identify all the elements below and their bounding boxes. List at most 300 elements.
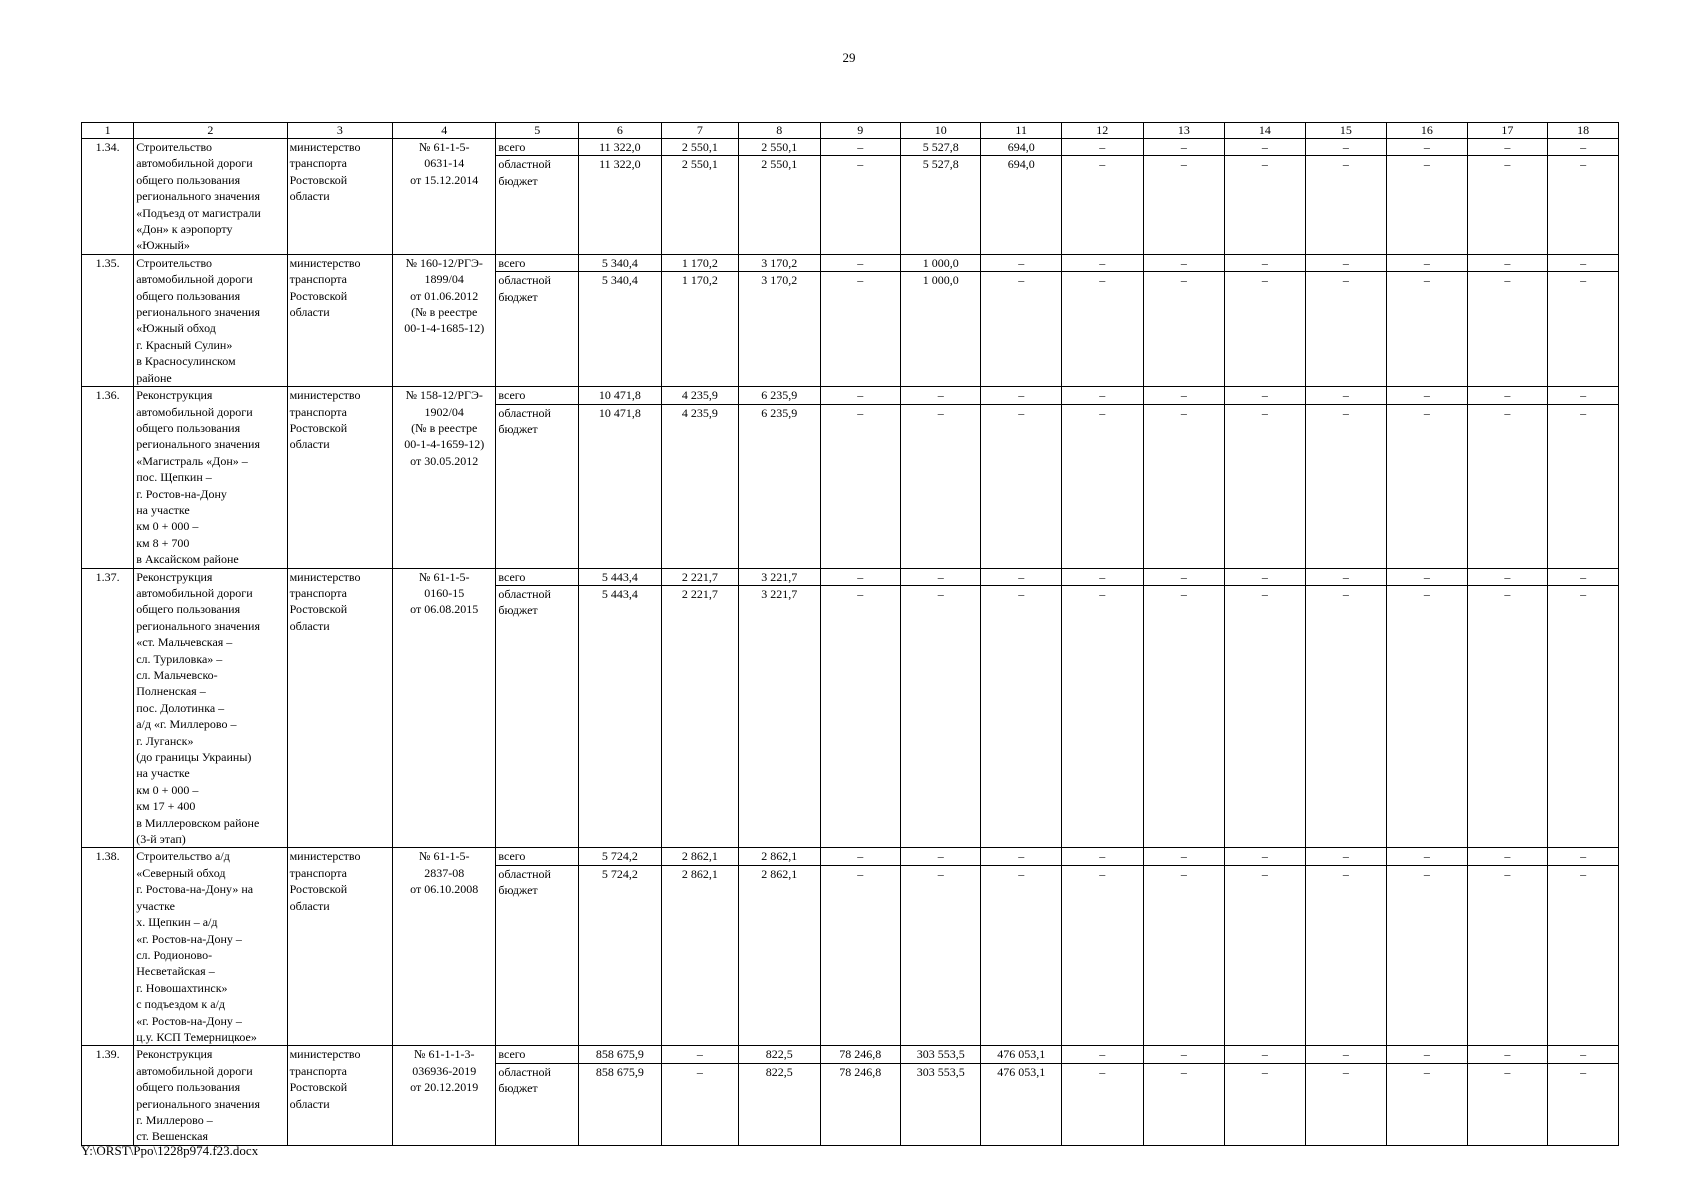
- object-name: Строительство автомобильной дороги общего пользования регионального значения «Южный обход г. Красный Сулин» в Красносулинском районе: [134, 254, 287, 386]
- amount-cell: [1305, 139, 1387, 255]
- amount-total: 694,0: [981, 139, 1060, 156]
- amount-total: –: [1548, 139, 1618, 156]
- amount-cell: [661, 254, 738, 386]
- amount-total: –: [1468, 387, 1547, 404]
- amount-cell: [661, 848, 738, 1046]
- column-number-header: 6: [579, 123, 662, 139]
- amount-total: 1 170,2: [662, 255, 738, 272]
- responsible-org: министерство транспорта Ростовской области: [287, 387, 393, 568]
- column-number-header: 9: [820, 123, 900, 139]
- amount-cell: [1467, 848, 1547, 1046]
- column-number-header: 18: [1548, 123, 1619, 139]
- column-number-header: 13: [1143, 123, 1225, 139]
- expertise-document: № 160-12/РГЭ- 1899/04 от 01.06.2012 (№ в реестре 00-1-4-1685-12): [393, 254, 496, 386]
- program-table-container: [81, 122, 1619, 1146]
- amount-total: 2 550,1: [739, 139, 820, 156]
- amount-cell: [1548, 254, 1619, 386]
- amount-cell: [579, 848, 662, 1046]
- amount-total: –: [1062, 387, 1143, 404]
- amount-total: –: [1306, 848, 1387, 865]
- amount-cell: [1061, 139, 1143, 255]
- amount-cell: [1225, 1046, 1305, 1145]
- amount-cell: [738, 254, 820, 386]
- amount-total: –: [1468, 848, 1547, 865]
- amount-total: 1 000,0: [901, 255, 980, 272]
- column-number-header: 11: [981, 123, 1061, 139]
- amount-budget: –: [1423, 1064, 1430, 1079]
- amount-cell: [1548, 387, 1619, 568]
- amount-budget: –: [1504, 273, 1511, 288]
- amount-budget: –: [937, 586, 944, 601]
- amount-budget: –: [1342, 866, 1349, 881]
- amount-budget: –: [1180, 586, 1187, 601]
- amount-total: 476 053,1: [981, 1046, 1060, 1063]
- amount-total: 5 527,8: [901, 139, 980, 156]
- amount-total: –: [1548, 255, 1618, 272]
- amount-budget: 694,0: [1007, 157, 1035, 172]
- column-number-header: 1: [82, 123, 134, 139]
- amount-budget: –: [1342, 157, 1349, 172]
- amount-cell: [579, 254, 662, 386]
- amount-total: 822,5: [739, 1046, 820, 1063]
- amount-total: –: [1548, 569, 1618, 586]
- amount-cell: [900, 1046, 980, 1145]
- amount-budget: –: [1504, 405, 1511, 420]
- amount-total: –: [1387, 1046, 1466, 1063]
- amount-total: –: [1306, 1046, 1387, 1063]
- amount-total: 2 221,7: [662, 569, 738, 586]
- responsible-org: министерство транспорта Ростовской области: [287, 568, 393, 848]
- amount-total: –: [1225, 848, 1304, 865]
- column-number-header: 2: [134, 123, 287, 139]
- amount-budget: –: [1018, 586, 1025, 601]
- amount-cell: [981, 568, 1061, 848]
- amount-cell: [1061, 1046, 1143, 1145]
- amount-total: –: [1225, 255, 1304, 272]
- amount-budget: –: [857, 157, 864, 172]
- amount-budget: –: [857, 405, 864, 420]
- expertise-document: № 61-1-1-3- 036936-2019 от 20.12.2019: [393, 1046, 496, 1145]
- row-number: 1.37.: [82, 568, 134, 848]
- expertise-document: № 61-1-5- 0631-14 от 15.12.2014: [393, 139, 496, 255]
- funding-source-total: всего: [496, 848, 578, 865]
- amount-budget: –: [937, 866, 944, 881]
- amount-budget: –: [1099, 273, 1106, 288]
- amount-budget: 822,5: [765, 1064, 793, 1079]
- amount-cell: [738, 139, 820, 255]
- amount-budget: 5 443,4: [601, 586, 638, 601]
- file-path-footer: Y:\ORST\Ppo\1228p974.f23.docx: [81, 1143, 259, 1158]
- responsible-org: министерство транспорта Ростовской области: [287, 1046, 393, 1145]
- amount-total: –: [1144, 139, 1225, 156]
- column-number-row: [82, 123, 1619, 139]
- amount-cell: [1548, 568, 1619, 848]
- amount-cell: [1467, 568, 1547, 848]
- amount-total: –: [1306, 387, 1387, 404]
- amount-budget: –: [1423, 586, 1430, 601]
- row-number: 1.39.: [82, 1046, 134, 1145]
- amount-total: 10 471,8: [579, 387, 661, 404]
- amount-budget: –: [1180, 1064, 1187, 1079]
- amount-budget: 858 675,9: [595, 1064, 644, 1079]
- amount-budget: –: [1580, 405, 1587, 420]
- amount-total: 2 862,1: [662, 848, 738, 865]
- funding-source-budget: областной бюджет: [498, 273, 551, 304]
- amount-budget: –: [857, 273, 864, 288]
- amount-cell: [661, 1046, 738, 1145]
- amount-budget: –: [857, 586, 864, 601]
- amount-budget: –: [1261, 586, 1268, 601]
- amount-total: –: [901, 569, 980, 586]
- funding-source-total: всего: [496, 387, 578, 404]
- amount-budget: 3 170,2: [761, 273, 798, 288]
- funding-source: [496, 139, 579, 255]
- amount-total: –: [1306, 139, 1387, 156]
- amount-cell: [1387, 568, 1467, 848]
- amount-budget: –: [1180, 866, 1187, 881]
- table-row: [82, 254, 1619, 386]
- amount-cell: [900, 568, 980, 848]
- expertise-document: № 158-12/РГЭ- 1902/04 (№ в реестре 00-1-4-1659-12) от 30.05.2012: [393, 387, 496, 568]
- amount-cell: [738, 387, 820, 568]
- object-name: Реконструкция автомобильной дороги общего пользования регионального значения г. Миллерово – ст. Вешенская: [134, 1046, 287, 1145]
- row-number: 1.36.: [82, 387, 134, 568]
- amount-total: –: [662, 1046, 738, 1063]
- amount-total: –: [1062, 139, 1143, 156]
- amount-total: 2 550,1: [662, 139, 738, 156]
- amount-cell: [1467, 1046, 1547, 1145]
- amount-budget: –: [1180, 273, 1187, 288]
- column-number-header: 10: [900, 123, 980, 139]
- amount-budget: –: [1580, 273, 1587, 288]
- funding-source-budget: областной бюджет: [498, 1064, 551, 1096]
- amount-budget: –: [1261, 866, 1268, 881]
- amount-cell: [1143, 387, 1225, 568]
- amount-budget: 5 340,4: [601, 273, 638, 288]
- amount-total: –: [1306, 569, 1387, 586]
- amount-cell: [1305, 254, 1387, 386]
- amount-budget: –: [1099, 1064, 1106, 1079]
- amount-cell: [1305, 568, 1387, 848]
- amount-total: 5 443,4: [579, 569, 661, 586]
- funding-source-budget: областной бюджет: [498, 157, 551, 188]
- amount-cell: [1143, 254, 1225, 386]
- amount-total: 4 235,9: [662, 387, 738, 404]
- amount-budget: –: [1423, 157, 1430, 172]
- responsible-org: министерство транспорта Ростовской области: [287, 254, 393, 386]
- amount-cell: [900, 139, 980, 255]
- amount-total: –: [1387, 255, 1466, 272]
- funding-source-budget: областной бюджет: [498, 866, 551, 898]
- program-table: [81, 122, 1619, 1146]
- amount-total: –: [1144, 848, 1225, 865]
- amount-total: –: [821, 139, 900, 156]
- funding-source: [496, 1046, 579, 1145]
- amount-cell: [579, 568, 662, 848]
- amount-cell: [981, 1046, 1061, 1145]
- amount-budget: –: [1261, 157, 1268, 172]
- amount-total: 3 170,2: [739, 255, 820, 272]
- amount-cell: [1305, 848, 1387, 1046]
- funding-source-total: всего: [496, 255, 578, 272]
- amount-budget: –: [1261, 273, 1268, 288]
- amount-total: –: [1468, 569, 1547, 586]
- amount-cell: [981, 139, 1061, 255]
- amount-total: –: [1144, 1046, 1225, 1063]
- responsible-org: министерство транспорта Ростовской области: [287, 848, 393, 1046]
- amount-budget: –: [1342, 1064, 1349, 1079]
- amount-total: –: [821, 255, 900, 272]
- amount-total: –: [1468, 1046, 1547, 1063]
- amount-budget: 2 862,1: [681, 866, 718, 881]
- amount-budget: –: [1504, 586, 1511, 601]
- amount-total: 78 246,8: [821, 1046, 900, 1063]
- amount-cell: [738, 1046, 820, 1145]
- amount-budget: 2 862,1: [761, 866, 798, 881]
- amount-cell: [820, 568, 900, 848]
- amount-cell: [1225, 387, 1305, 568]
- amount-cell: [820, 139, 900, 255]
- row-number: 1.34.: [82, 139, 134, 255]
- funding-source: [496, 387, 579, 568]
- amount-total: –: [981, 569, 1060, 586]
- funding-source-total: всего: [496, 1046, 578, 1063]
- amount-budget: –: [1342, 273, 1349, 288]
- amount-budget: –: [1423, 866, 1430, 881]
- funding-source-budget: областной бюджет: [498, 586, 551, 618]
- column-number-header: 3: [287, 123, 393, 139]
- amount-budget: –: [1580, 586, 1587, 601]
- amount-total: –: [1225, 139, 1304, 156]
- column-number-header: 4: [393, 123, 496, 139]
- amount-cell: [661, 387, 738, 568]
- amount-total: –: [901, 387, 980, 404]
- amount-cell: [738, 848, 820, 1046]
- amount-total: 858 675,9: [579, 1046, 661, 1063]
- amount-total: –: [1062, 569, 1143, 586]
- amount-total: –: [1468, 139, 1547, 156]
- amount-total: 11 322,0: [579, 139, 661, 156]
- expertise-document: № 61-1-5- 0160-15 от 06.08.2015: [393, 568, 496, 848]
- amount-total: 3 221,7: [739, 569, 820, 586]
- table-row: [82, 848, 1619, 1046]
- amount-total: 6 235,9: [739, 387, 820, 404]
- amount-cell: [1143, 568, 1225, 848]
- amount-budget: –: [1580, 866, 1587, 881]
- amount-budget: –: [1423, 273, 1430, 288]
- amount-budget: –: [1342, 405, 1349, 420]
- amount-budget: 2 550,1: [681, 157, 718, 172]
- amount-budget: –: [1580, 1064, 1587, 1079]
- amount-total: –: [1548, 848, 1618, 865]
- amount-total: –: [1548, 387, 1618, 404]
- amount-budget: –: [857, 866, 864, 881]
- amount-total: 5 724,2: [579, 848, 661, 865]
- amount-total: –: [981, 255, 1060, 272]
- amount-budget: –: [1099, 405, 1106, 420]
- amount-cell: [1225, 848, 1305, 1046]
- amount-budget: 5 527,8: [922, 157, 959, 172]
- amount-total: –: [1144, 569, 1225, 586]
- amount-budget: 476 053,1: [997, 1064, 1046, 1079]
- table-row: [82, 139, 1619, 255]
- amount-cell: [1143, 848, 1225, 1046]
- funding-source: [496, 568, 579, 848]
- amount-budget: –: [1261, 1064, 1268, 1079]
- amount-cell: [900, 848, 980, 1046]
- amount-cell: [738, 568, 820, 848]
- amount-cell: [1305, 387, 1387, 568]
- object-name: Строительство автомобильной дороги общего пользования регионального значения «Подъезд от магистрали «Дон» к аэропорту «Южный»: [134, 139, 287, 255]
- amount-cell: [579, 1046, 662, 1145]
- amount-budget: –: [1504, 157, 1511, 172]
- object-name: Реконструкция автомобильной дороги общего пользования регионального значения «Магистраль «Дон» – пос. Щепкин – г. Ростов-на-Дону на участке км 0 + 000 – км 8 + 700 в Аксайском районе: [134, 387, 287, 568]
- amount-total: –: [821, 387, 900, 404]
- amount-budget: 1 170,2: [681, 273, 718, 288]
- amount-total: –: [821, 569, 900, 586]
- funding-source: [496, 254, 579, 386]
- amount-cell: [820, 254, 900, 386]
- amount-budget: –: [1504, 866, 1511, 881]
- amount-total: –: [1468, 255, 1547, 272]
- amount-cell: [1225, 254, 1305, 386]
- amount-cell: [1143, 1046, 1225, 1145]
- amount-cell: [900, 387, 980, 568]
- amount-total: –: [1062, 255, 1143, 272]
- amount-cell: [1548, 1046, 1619, 1145]
- amount-budget: –: [1099, 866, 1106, 881]
- amount-cell: [1061, 387, 1143, 568]
- amount-total: –: [1387, 569, 1466, 586]
- amount-budget: 78 246,8: [839, 1064, 882, 1079]
- expertise-document: № 61-1-5- 2837-08 от 06.10.2008: [393, 848, 496, 1046]
- amount-total: –: [1062, 1046, 1143, 1063]
- amount-cell: [1387, 254, 1467, 386]
- amount-cell: [1225, 139, 1305, 255]
- column-number-header: 14: [1225, 123, 1305, 139]
- amount-budget: –: [1261, 405, 1268, 420]
- funding-source: [496, 848, 579, 1046]
- amount-cell: [1061, 848, 1143, 1046]
- amount-cell: [1387, 387, 1467, 568]
- column-number-header: 15: [1305, 123, 1387, 139]
- amount-cell: [1548, 139, 1619, 255]
- amount-cell: [579, 387, 662, 568]
- column-number-header: 17: [1467, 123, 1547, 139]
- row-number: 1.35.: [82, 254, 134, 386]
- amount-budget: –: [1180, 405, 1187, 420]
- amount-total: –: [981, 387, 1060, 404]
- object-name: Реконструкция автомобильной дороги общего пользования регионального значения «ст. Мальчевская – сл. Туриловка» – сл. Мальчевско- Полненская – пос. Долотинка – а/д «г. Миллерово – г. Луганск» (до границы Украины) на участке км 0 + 000 – км 17 + 400 в Миллеровском районе (3-й этап): [134, 568, 287, 848]
- table-row: [82, 387, 1619, 568]
- amount-budget: 6 235,9: [761, 405, 798, 420]
- column-number-header: 8: [738, 123, 820, 139]
- amount-budget: –: [1342, 586, 1349, 601]
- amount-budget: 11 322,0: [599, 157, 641, 172]
- amount-cell: [1225, 568, 1305, 848]
- amount-total: –: [1062, 848, 1143, 865]
- amount-total: –: [1225, 387, 1304, 404]
- amount-budget: 2 550,1: [761, 157, 798, 172]
- amount-cell: [661, 568, 738, 848]
- amount-cell: [1061, 568, 1143, 848]
- amount-budget: –: [1180, 157, 1187, 172]
- amount-cell: [1387, 848, 1467, 1046]
- funding-source-total: всего: [496, 569, 578, 586]
- column-number-header: 5: [496, 123, 579, 139]
- amount-total: –: [1387, 387, 1466, 404]
- amount-total: –: [1306, 255, 1387, 272]
- amount-budget: –: [1018, 866, 1025, 881]
- amount-budget: –: [1504, 1064, 1511, 1079]
- page-number: 29: [842, 50, 856, 65]
- amount-total: 303 553,5: [901, 1046, 980, 1063]
- amount-cell: [820, 387, 900, 568]
- amount-cell: [579, 139, 662, 255]
- funding-source-budget: областной бюджет: [498, 405, 551, 436]
- amount-budget: 1 000,0: [922, 273, 959, 288]
- table-row: [82, 568, 1619, 848]
- column-number-header: 16: [1387, 123, 1467, 139]
- amount-budget: 4 235,9: [681, 405, 718, 420]
- amount-budget: –: [1018, 405, 1025, 420]
- funding-source-total: всего: [496, 139, 578, 156]
- column-number-header: 7: [661, 123, 738, 139]
- amount-total: 5 340,4: [579, 255, 661, 272]
- amount-total: –: [1144, 255, 1225, 272]
- amount-budget: –: [1423, 405, 1430, 420]
- amount-cell: [1305, 1046, 1387, 1145]
- amount-cell: [1387, 1046, 1467, 1145]
- amount-budget: 3 221,7: [761, 586, 798, 601]
- amount-total: –: [1225, 1046, 1304, 1063]
- amount-budget: –: [1580, 157, 1587, 172]
- amount-cell: [1387, 139, 1467, 255]
- amount-total: –: [1144, 387, 1225, 404]
- amount-budget: 2 221,7: [681, 586, 718, 601]
- amount-cell: [820, 1046, 900, 1145]
- object-name: Строительство а/д «Северный обход г. Ростова-на-Дону» на участке х. Щепкин – а/д «г. Ростов-на-Дону – сл. Родионово- Несветайская – г. Новошахтинск» с подъездом к а/д «г. Ростов-на-Дону – ц.у. КСП Темерницкое»: [134, 848, 287, 1046]
- responsible-org: министерство транспорта Ростовской области: [287, 139, 393, 255]
- amount-total: –: [1387, 848, 1466, 865]
- amount-cell: [1143, 139, 1225, 255]
- amount-total: –: [1548, 1046, 1618, 1063]
- amount-total: –: [981, 848, 1060, 865]
- amount-cell: [981, 387, 1061, 568]
- amount-budget: –: [1018, 273, 1025, 288]
- amount-cell: [981, 848, 1061, 1046]
- amount-cell: [1467, 387, 1547, 568]
- amount-budget: 10 471,8: [598, 405, 641, 420]
- amount-total: 2 862,1: [739, 848, 820, 865]
- amount-cell: [820, 848, 900, 1046]
- amount-total: –: [1225, 569, 1304, 586]
- amount-total: –: [821, 848, 900, 865]
- column-number-header: 12: [1061, 123, 1143, 139]
- amount-budget: –: [937, 405, 944, 420]
- amount-budget: –: [1099, 157, 1106, 172]
- amount-cell: [1061, 254, 1143, 386]
- amount-total: –: [901, 848, 980, 865]
- amount-cell: [1467, 139, 1547, 255]
- amount-budget: 5 724,2: [601, 866, 638, 881]
- amount-cell: [981, 254, 1061, 386]
- row-number: 1.38.: [82, 848, 134, 1046]
- amount-budget: 303 553,5: [916, 1064, 965, 1079]
- amount-cell: [1467, 254, 1547, 386]
- amount-cell: [661, 139, 738, 255]
- table-row: [82, 1046, 1619, 1145]
